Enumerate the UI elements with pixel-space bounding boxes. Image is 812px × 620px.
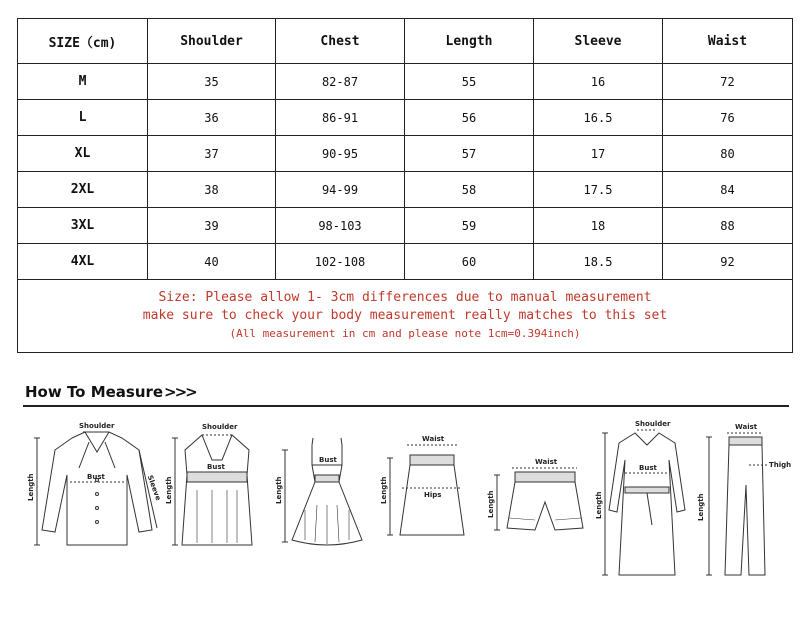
table-header-row [18, 19, 793, 64]
label-thigh: Thigh [769, 461, 792, 469]
note-line-3: (All measurement in cm and please note 1cm=0.394inch) [229, 327, 581, 340]
table-cell: 88 [663, 208, 793, 244]
table-cell: 59 [405, 208, 534, 244]
blouse-icon [27, 420, 167, 560]
table-cell: 58 [405, 172, 534, 208]
size-cell: L [18, 100, 148, 136]
label-shoulder: Shoulder [79, 422, 115, 430]
size-cell: 3XL [18, 208, 148, 244]
label-length: Length [275, 476, 283, 504]
table-cell: 60 [405, 244, 534, 280]
label-shoulder: Shoulder [635, 420, 671, 428]
label-length: Length [595, 491, 603, 519]
table-cell: 16.5 [534, 100, 663, 136]
chevrons-icon: >>> [164, 383, 196, 401]
trousers-icon [697, 415, 792, 595]
dress-icon [277, 420, 377, 560]
table-row [18, 208, 793, 244]
table-cell: 36 [148, 100, 276, 136]
divider [23, 405, 789, 407]
header-waist: Waist [663, 19, 793, 64]
table-row [18, 244, 793, 280]
how-to-measure-title: How To Measure [25, 383, 164, 401]
table-cell: 37 [148, 136, 276, 172]
label-shoulder: Shoulder [202, 423, 238, 431]
table-cell: 92 [663, 244, 793, 280]
header-shoulder: Shoulder [148, 19, 276, 64]
skirt-diagram [382, 420, 482, 560]
label-waist: Waist [735, 423, 758, 431]
table-cell: 38 [148, 172, 276, 208]
header-length: Length [405, 19, 534, 64]
label-waist: Waist [422, 435, 445, 443]
header-size: SIZE（cm) [18, 19, 148, 64]
table-cell: 35 [148, 64, 276, 100]
table-cell: 98-103 [276, 208, 405, 244]
label-bust: Bust [319, 456, 337, 464]
shorts-icon [487, 420, 597, 560]
table-row [18, 100, 793, 136]
blouse-diagram [27, 420, 167, 560]
table-cell: 86-91 [276, 100, 405, 136]
trousers-diagram [697, 415, 792, 595]
label-length: Length [27, 473, 35, 501]
table-cell: 102-108 [276, 244, 405, 280]
label-length: Length [487, 490, 495, 518]
table-cell: 39 [148, 208, 276, 244]
label-length: Length [697, 493, 705, 521]
measurement-note [18, 280, 793, 353]
table-cell: 82-87 [276, 64, 405, 100]
table-cell: 55 [405, 64, 534, 100]
table-cell: 18 [534, 208, 663, 244]
table-cell: 72 [663, 64, 793, 100]
table-cell: 18.5 [534, 244, 663, 280]
tank-top-diagram [167, 420, 267, 560]
tank-top-icon [167, 420, 267, 560]
table-cell: 84 [663, 172, 793, 208]
header-chest: Chest [276, 19, 405, 64]
coat-icon [597, 415, 697, 595]
label-bust: Bust [207, 463, 225, 471]
label-bust: Bust [639, 464, 657, 472]
size-cell: XL [18, 136, 148, 172]
coat-diagram [597, 415, 697, 595]
note-row [18, 280, 793, 353]
table-cell: 94-99 [276, 172, 405, 208]
size-cell: M [18, 64, 148, 100]
table-cell: 17.5 [534, 172, 663, 208]
table-cell: 76 [663, 100, 793, 136]
table-cell: 57 [405, 136, 534, 172]
label-sleeve: Sleeve [145, 474, 163, 502]
table-cell: 16 [534, 64, 663, 100]
table-cell: 90-95 [276, 136, 405, 172]
table-row [18, 64, 793, 100]
how-to-measure-section [17, 375, 792, 600]
size-cell: 2XL [18, 172, 148, 208]
note-line-2: make sure to check your body measurement really matches to this set [142, 308, 668, 323]
label-hips: Hips [424, 491, 442, 499]
label-waist: Waist [535, 458, 558, 466]
note-line-1: Size: Please allow 1- 3cm differences due to manual measurement [158, 290, 652, 305]
dress-diagram [277, 420, 377, 560]
header-sleeve: Sleeve [534, 19, 663, 64]
table-cell: 17 [534, 136, 663, 172]
table-cell: 40 [148, 244, 276, 280]
table-row [18, 172, 793, 208]
skirt-icon [382, 420, 482, 560]
size-chart-table [17, 18, 793, 353]
table-cell: 80 [663, 136, 793, 172]
label-bust: Bust [87, 473, 105, 481]
table-cell: 56 [405, 100, 534, 136]
size-cell: 4XL [18, 244, 148, 280]
label-length: Length [380, 476, 388, 504]
table-row [18, 136, 793, 172]
shorts-diagram [487, 420, 597, 560]
label-length: Length [165, 476, 173, 504]
